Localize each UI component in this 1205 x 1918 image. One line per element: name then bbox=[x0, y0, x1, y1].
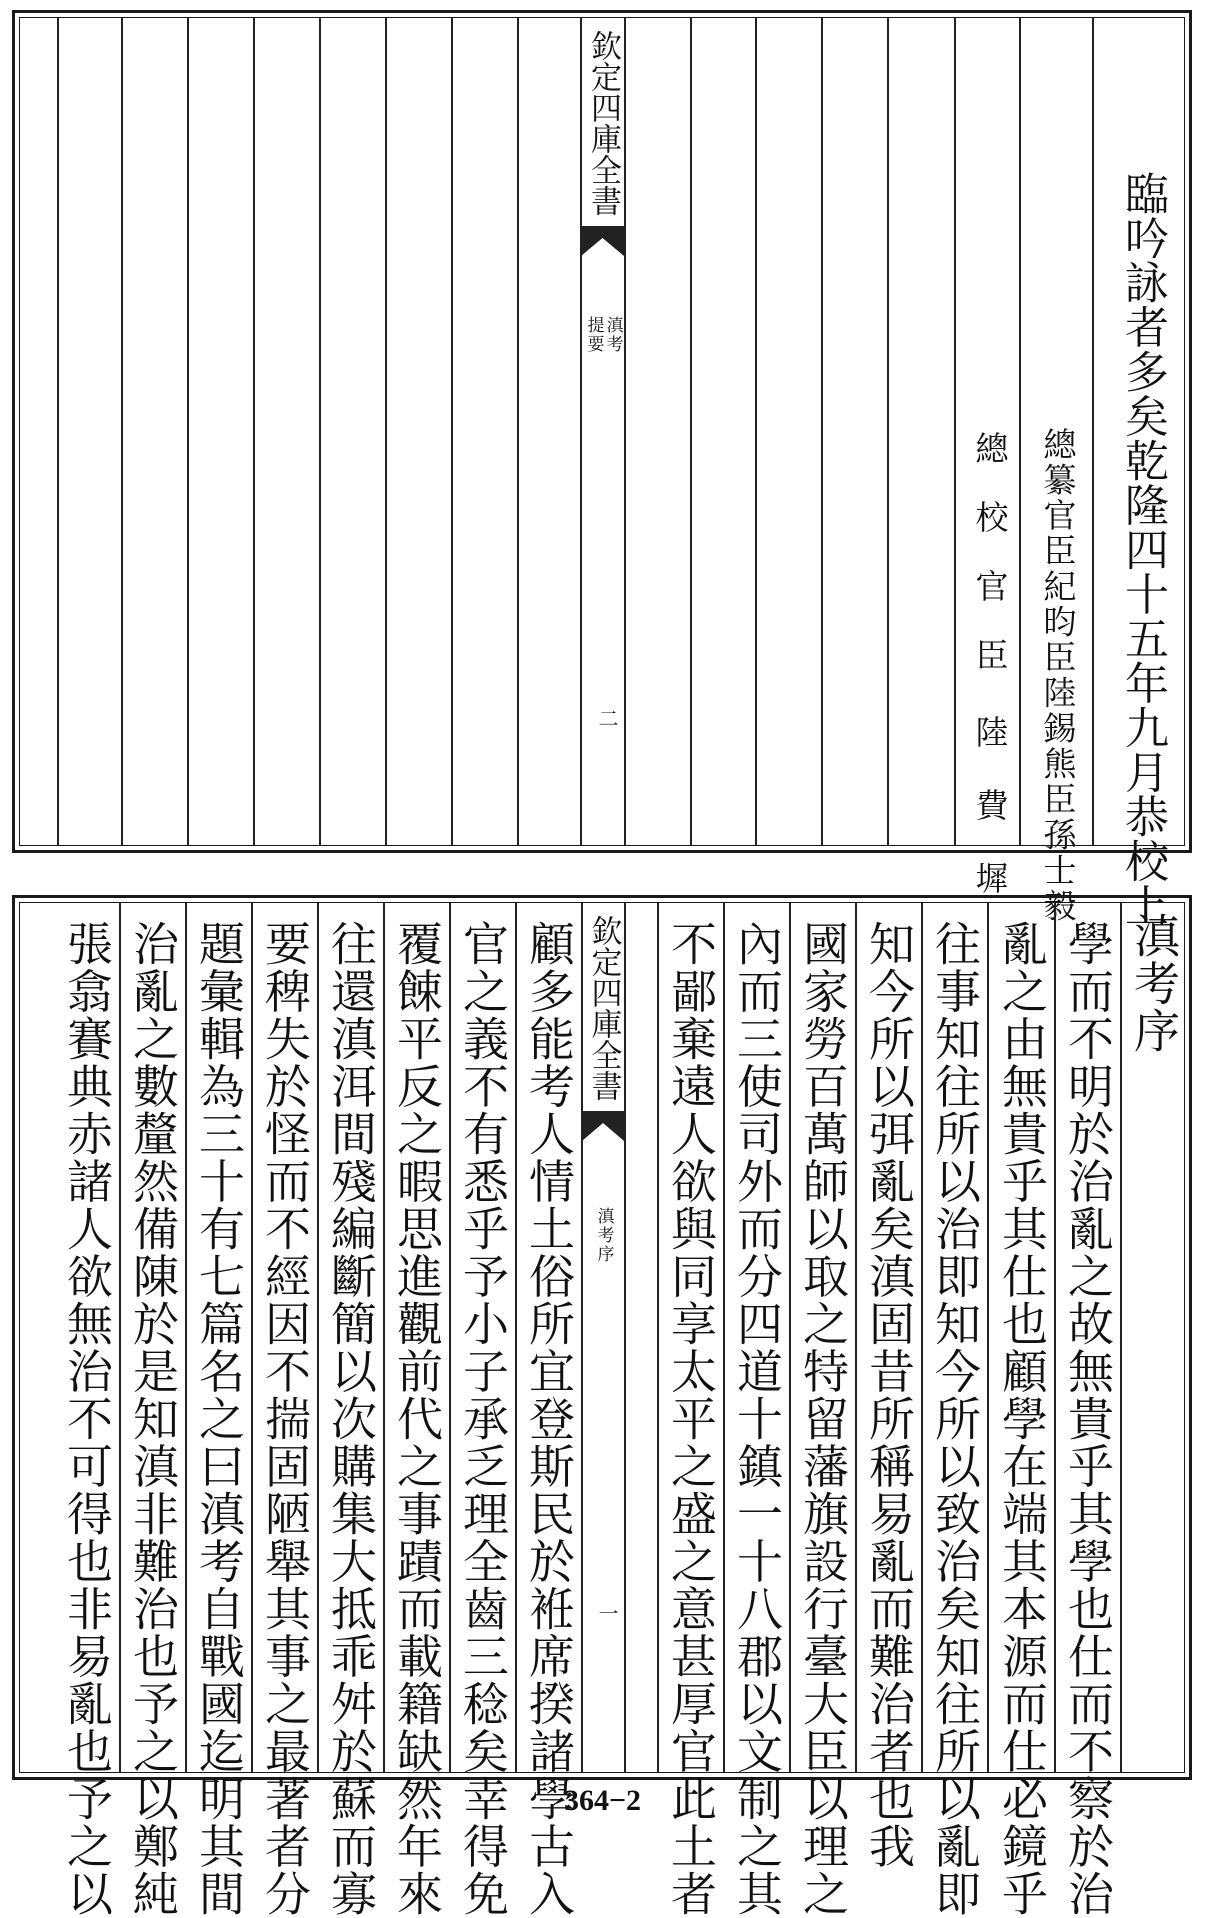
column-rule bbox=[887, 18, 889, 845]
text-column bbox=[517, 898, 581, 1918]
text-column bbox=[253, 898, 317, 1918]
center-sub-column: 滇考 bbox=[602, 316, 623, 354]
folio-number: 一 bbox=[595, 1603, 619, 1623]
text-line: 知今所以弭亂矣滇固昔所稱易亂而難治者也我 bbox=[862, 920, 916, 1870]
compilers-column bbox=[1023, 13, 1093, 924]
text-line: 往事知往所以治即知今所以致治矣知往所以亂即 bbox=[928, 920, 982, 1918]
text-column bbox=[319, 898, 383, 1918]
text-line: 張翕賽典赤諸人欲無治不可得也非易亂也予之以 bbox=[60, 920, 114, 1918]
text-line: 要稗失於怪而不經因不揣固陋舉其事之最著者分 bbox=[258, 920, 312, 1918]
center-subtitle: 滇考序 bbox=[593, 1207, 614, 1264]
text-column bbox=[659, 898, 723, 1918]
top-page bbox=[12, 10, 1192, 934]
column-rule bbox=[821, 18, 823, 845]
text-column bbox=[121, 898, 185, 1918]
column-rule bbox=[187, 18, 189, 845]
text-column bbox=[187, 898, 251, 1918]
column-rule bbox=[755, 18, 757, 845]
fish-tail-icon bbox=[581, 226, 624, 256]
text-column bbox=[857, 898, 921, 1870]
column-rule bbox=[624, 903, 626, 1772]
folio-number: 二 bbox=[595, 708, 619, 728]
text-line: 官之義不有悉乎予小子承乏理全齒三稔矣幸得免 bbox=[456, 920, 510, 1918]
compilers-text: 總纂官臣紀昀臣陸錫熊臣孫士毅 bbox=[1038, 427, 1078, 924]
column-rule bbox=[987, 903, 989, 1772]
text-column bbox=[923, 898, 987, 1918]
center-fold bbox=[582, 903, 624, 1772]
center-sub-column: 提要 bbox=[583, 316, 604, 354]
text-line: 治亂之數釐然備陳於是知滇非難治也予之以鄭純 bbox=[126, 920, 180, 1918]
text-line: 往還滇洱間殘編斷簡以次購集大抵乖舛於蘇而寡 bbox=[324, 920, 378, 1918]
text-column bbox=[990, 898, 1054, 1918]
text-line: 不鄙棄遠人欲與同享太平之盛之意甚厚官此土者 bbox=[664, 920, 718, 1918]
text-column bbox=[1056, 898, 1120, 1918]
collator-column bbox=[955, 13, 1025, 934]
center-title: 欽定四庫全書 bbox=[585, 30, 621, 216]
text-column bbox=[55, 898, 119, 1918]
column-rule bbox=[253, 18, 255, 845]
center-subtitle bbox=[585, 316, 621, 354]
collator-name: 陸費墀 bbox=[970, 715, 1010, 934]
collator-label: 總校官臣 bbox=[970, 431, 1010, 707]
center-fold bbox=[581, 18, 624, 845]
text-line: 亂之由無貴乎其仕也顧學在端其本源而仕必鏡乎 bbox=[995, 920, 1049, 1918]
text-column bbox=[791, 898, 855, 1918]
column-rule bbox=[451, 18, 453, 845]
text-column bbox=[385, 898, 449, 1918]
center-title: 欽定四庫全書 bbox=[585, 915, 622, 1101]
text-line: 學而不明於治亂之故無貴乎其學也仕而不察於治 bbox=[1061, 920, 1115, 1918]
column-rule bbox=[385, 18, 387, 845]
text-column-heading bbox=[1122, 898, 1186, 1777]
preface-heading: 滇考序 bbox=[1127, 912, 1181, 1055]
text-line: 內而三使司外而分四道十鎮一十八郡以文制之其 bbox=[730, 920, 784, 1918]
text-line: 顧多能考人情土俗所宜登斯民於袵席揆諸學古入 bbox=[522, 920, 576, 1918]
column-rule bbox=[517, 18, 519, 845]
column-rule bbox=[624, 18, 626, 845]
colophon-date-text: 臨吟詠者多矣乾隆四十五年九月恭校上 bbox=[1117, 171, 1168, 928]
text-column bbox=[451, 898, 515, 1918]
page-number: 364−2 bbox=[563, 1784, 642, 1817]
fish-tail-icon bbox=[582, 1111, 624, 1141]
text-line: 覆餗平反之暇思進觀前代之事蹟而載籍缺然年來 bbox=[390, 920, 444, 1918]
text-line: 題彙輯為三十有七篇名之曰滇考自戰國迄明其間 bbox=[192, 920, 246, 1918]
colophon-date-column bbox=[1107, 13, 1177, 928]
text-column bbox=[725, 898, 789, 1918]
column-rule bbox=[121, 18, 123, 845]
text-line: 國家勞百萬師以取之特留藩旗設行臺大臣以理之 bbox=[796, 920, 850, 1918]
column-rule bbox=[57, 18, 59, 845]
column-rule bbox=[690, 18, 692, 845]
column-rule bbox=[319, 18, 321, 845]
